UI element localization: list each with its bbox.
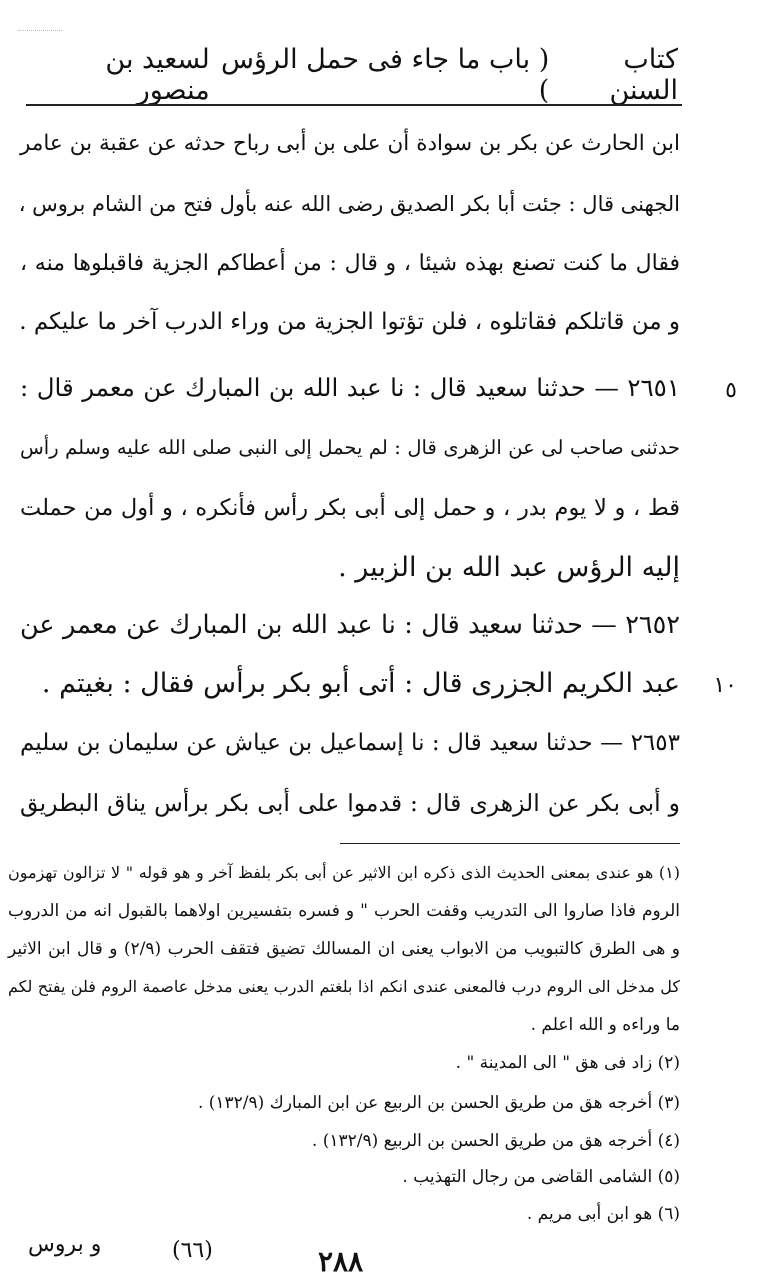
hadith-2652-line: ٢٦٥٢ — حدثنا سعيد قال : نا عبد الله بن المبارك عن معمر عن <box>20 610 680 640</box>
margin-line-number: ٥ <box>725 378 737 403</box>
page-number: ٢٨٨ <box>318 1245 364 1278</box>
footnote-line: و هى الطرق كالتبويب من الابواب يعنى ان المسالك تضيق فتقف الحرب (٢/٩) و قال ابن الاثير <box>8 939 680 959</box>
header-rule <box>26 104 682 106</box>
volume-page-number: (٦٦) <box>172 1238 213 1263</box>
footnote-line: (٢) زاد فى هق " الى المدينة " . <box>455 1053 680 1073</box>
footnote-line: (٥) الشامى القاضى من رجال التهذيب . <box>402 1167 680 1187</box>
running-header <box>28 44 678 106</box>
header-chapter-title: ( باب ما جاء فى حمل الرؤس ) <box>220 44 550 106</box>
body-line: و أبى بكر عن الزهرى قال : قدموا على أبى بكر برأس يناق البطريق <box>20 789 680 817</box>
header-author: لسعيد بن منصور <box>105 44 210 106</box>
footnote-line: كل مدخل الى الروم درب فالمعنى عندى انكم اذا بلغتم الدرب يعنى مدخل عاصمة الروم فلن يفتح لكم <box>8 977 680 996</box>
body-line: الجهنى قال : جئت أبا بكر الصديق رضى الله عنه بأول فتح من الشام بروس ، <box>18 192 680 216</box>
footnote-line: (٦) هو ابن أبى مريم . <box>526 1204 680 1224</box>
body-line: فقال ما كنت تصنع بهذه شيئا ، و قال : من أعطاكم الجزية فاقبلوها منه ، <box>20 251 680 276</box>
footnote-line: (١) هو عندى بمعنى الحديث الذى ذكره ابن الاثير عن أبى بكر بلفظ آخر و هو قوله " لا تزالون تهزمون <box>8 863 681 882</box>
page-edge-mark <box>18 30 62 31</box>
hadith-2653-line: ٢٦٥٣ — حدثنا سعيد قال : نا إسماعيل بن عياش عن سليمان بن سليم <box>20 730 680 756</box>
body-line: إليه الرؤس عبد الله بن الزبير . <box>338 552 680 583</box>
hadith-2651-line: ٢٦٥١ — حدثنا سعيد قال : نا عبد الله بن المبارك عن معمر قال : <box>20 373 680 402</box>
footnote-line: (٣) أخرجه هق من طريق الحسن بن الربيع عن ابن المبارك (١٣٢/٩) . <box>197 1093 680 1113</box>
catchword: و بروس <box>28 1232 102 1257</box>
body-line: قط ، و لا يوم بدر ، و حمل إلى أبى بكر رأس فأنكره ، و أول من حملت <box>20 495 680 521</box>
body-line: و من قاتلكم فقاتلوه ، فلن تؤتوا الجزية من وراء الدرب آخر ما عليكم . <box>19 309 680 335</box>
body-line: ابن الحارث عن بكر بن سوادة أن على بن أبى رباح حدثه عن عقبة بن عامر <box>20 131 680 156</box>
body-line: حدثنى صاحب لى عن الزهرى قال : لم يحمل إلى النبى صلى الله عليه وسلم رأس <box>20 436 680 459</box>
header-book-title: كتاب السنن <box>609 44 678 106</box>
footnote-line: ما وراءه و الله اعلم . <box>530 1015 680 1035</box>
footnote-line: الروم فاذا صاروا الى التدريب وقفت الحرب " و فسره بتفسيرين اولاهما بالقبول انه من الدروب <box>8 901 680 921</box>
footnote-line: (٤) أخرجه هق من طريق الحسن بن الربيع (١٣٢/٩) . <box>311 1131 680 1151</box>
body-line: عبد الكريم الجزرى قال : أتى أبو بكر برأس فقال : بغيتم . <box>41 668 680 699</box>
margin-line-number: ١٠ <box>713 673 737 698</box>
footnote-rule <box>340 843 680 844</box>
